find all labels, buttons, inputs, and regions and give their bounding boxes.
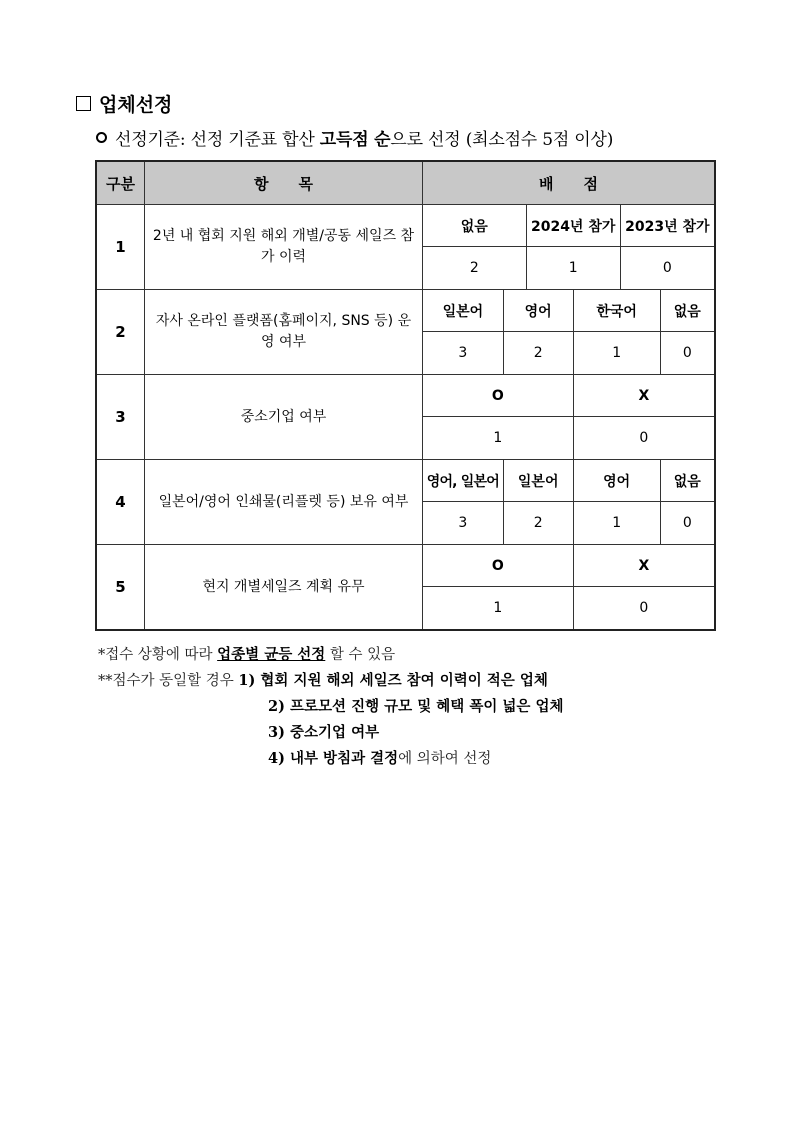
- score-value: 0: [660, 332, 715, 375]
- header-no: 구분: [96, 161, 145, 205]
- footnote-2-prefix: **점수가 동일할 경우: [98, 673, 239, 689]
- criteria-bold: 고득점 순: [319, 130, 391, 150]
- tiebreak-line: [98, 720, 563, 746]
- score-option: 영어, 일본어: [423, 460, 504, 502]
- footnote-1-prefix: *접수 상황에 따라: [98, 647, 218, 663]
- score-option: O: [423, 375, 574, 417]
- row-number: 1: [96, 205, 145, 290]
- score-value: 1: [526, 247, 620, 290]
- table-header-row: [96, 161, 715, 205]
- score-option: 없음: [660, 460, 715, 502]
- criteria-prefix: 선정기준: 선정 기준표 합산: [115, 130, 320, 150]
- section-title: [76, 90, 172, 117]
- score-option: 2023년 참가: [620, 205, 715, 247]
- score-value: 1: [423, 587, 574, 631]
- score-value: 2: [503, 332, 573, 375]
- score-option: O: [423, 545, 574, 587]
- score-option: 영어: [573, 460, 660, 502]
- score-value: 3: [423, 502, 504, 545]
- footnote-1: [98, 642, 563, 668]
- row-item: 중소기업 여부: [145, 375, 423, 460]
- table-row: [96, 545, 715, 587]
- row-item: 자사 온라인 플랫폼(홈페이지, SNS 등) 운영 여부: [145, 290, 423, 375]
- score-option: 일본어: [503, 460, 573, 502]
- row-item: 현지 개별세일즈 계획 유무: [145, 545, 423, 631]
- header-item: 항 목: [145, 161, 423, 205]
- score-value: 0: [573, 417, 715, 460]
- tiebreak-line: [98, 746, 563, 772]
- selection-criteria: [96, 125, 613, 150]
- table-row: [96, 375, 715, 417]
- row-item: 일본어/영어 인쇄물(리플렛 등) 보유 여부: [145, 460, 423, 545]
- score-value: 0: [620, 247, 715, 290]
- score-value: 1: [423, 417, 574, 460]
- footnotes: [98, 642, 563, 772]
- score-value: 3: [423, 332, 504, 375]
- tiebreak-line: [98, 694, 563, 720]
- criteria-suffix: 으로 선정 (최소점수 5점 이상): [390, 130, 614, 150]
- score-value: 2: [503, 502, 573, 545]
- footnote-1-suffix: 할 수 있음: [325, 647, 396, 663]
- footnote-1-emphasis: 업종별 균등 선정: [217, 646, 326, 663]
- score-value: 0: [573, 587, 715, 631]
- score-value: 1: [573, 502, 660, 545]
- tiebreak-4-suffix: 에 의하여 선정: [398, 751, 492, 767]
- row-number: 4: [96, 460, 145, 545]
- score-option: 없음: [660, 290, 715, 332]
- tiebreak-3: 3) 중소기업 여부: [268, 724, 380, 741]
- table-row: [96, 205, 715, 247]
- table-row: [96, 460, 715, 502]
- checkbox-square-icon: [76, 96, 91, 111]
- row-number: 5: [96, 545, 145, 631]
- footnote-2: [98, 668, 563, 694]
- header-score: 배 점: [423, 161, 716, 205]
- score-option: 일본어: [423, 290, 504, 332]
- score-option: X: [573, 545, 715, 587]
- tiebreak-4: 4) 내부 방침과 결정: [268, 750, 399, 767]
- row-number: 3: [96, 375, 145, 460]
- circle-bullet-icon: [96, 132, 107, 143]
- row-item: 2년 내 협회 지원 해외 개별/공동 세일즈 참가 이력: [145, 205, 423, 290]
- score-option: 영어: [503, 290, 573, 332]
- row-number: 2: [96, 290, 145, 375]
- score-value: 1: [573, 332, 660, 375]
- score-option: 2024년 참가: [526, 205, 620, 247]
- score-value: 0: [660, 502, 715, 545]
- tiebreak-1: 1) 협회 지원 해외 세일즈 참여 이력이 적은 업체: [238, 672, 548, 689]
- score-option: 없음: [423, 205, 527, 247]
- score-value: 2: [423, 247, 527, 290]
- scoring-table: [95, 160, 716, 631]
- table-row: [96, 290, 715, 332]
- score-option: 한국어: [573, 290, 660, 332]
- section-title-text: 업체선정: [99, 94, 173, 116]
- tiebreak-2: 2) 프로모션 진행 규모 및 혜택 폭이 넓은 업체: [268, 698, 564, 715]
- score-option: X: [573, 375, 715, 417]
